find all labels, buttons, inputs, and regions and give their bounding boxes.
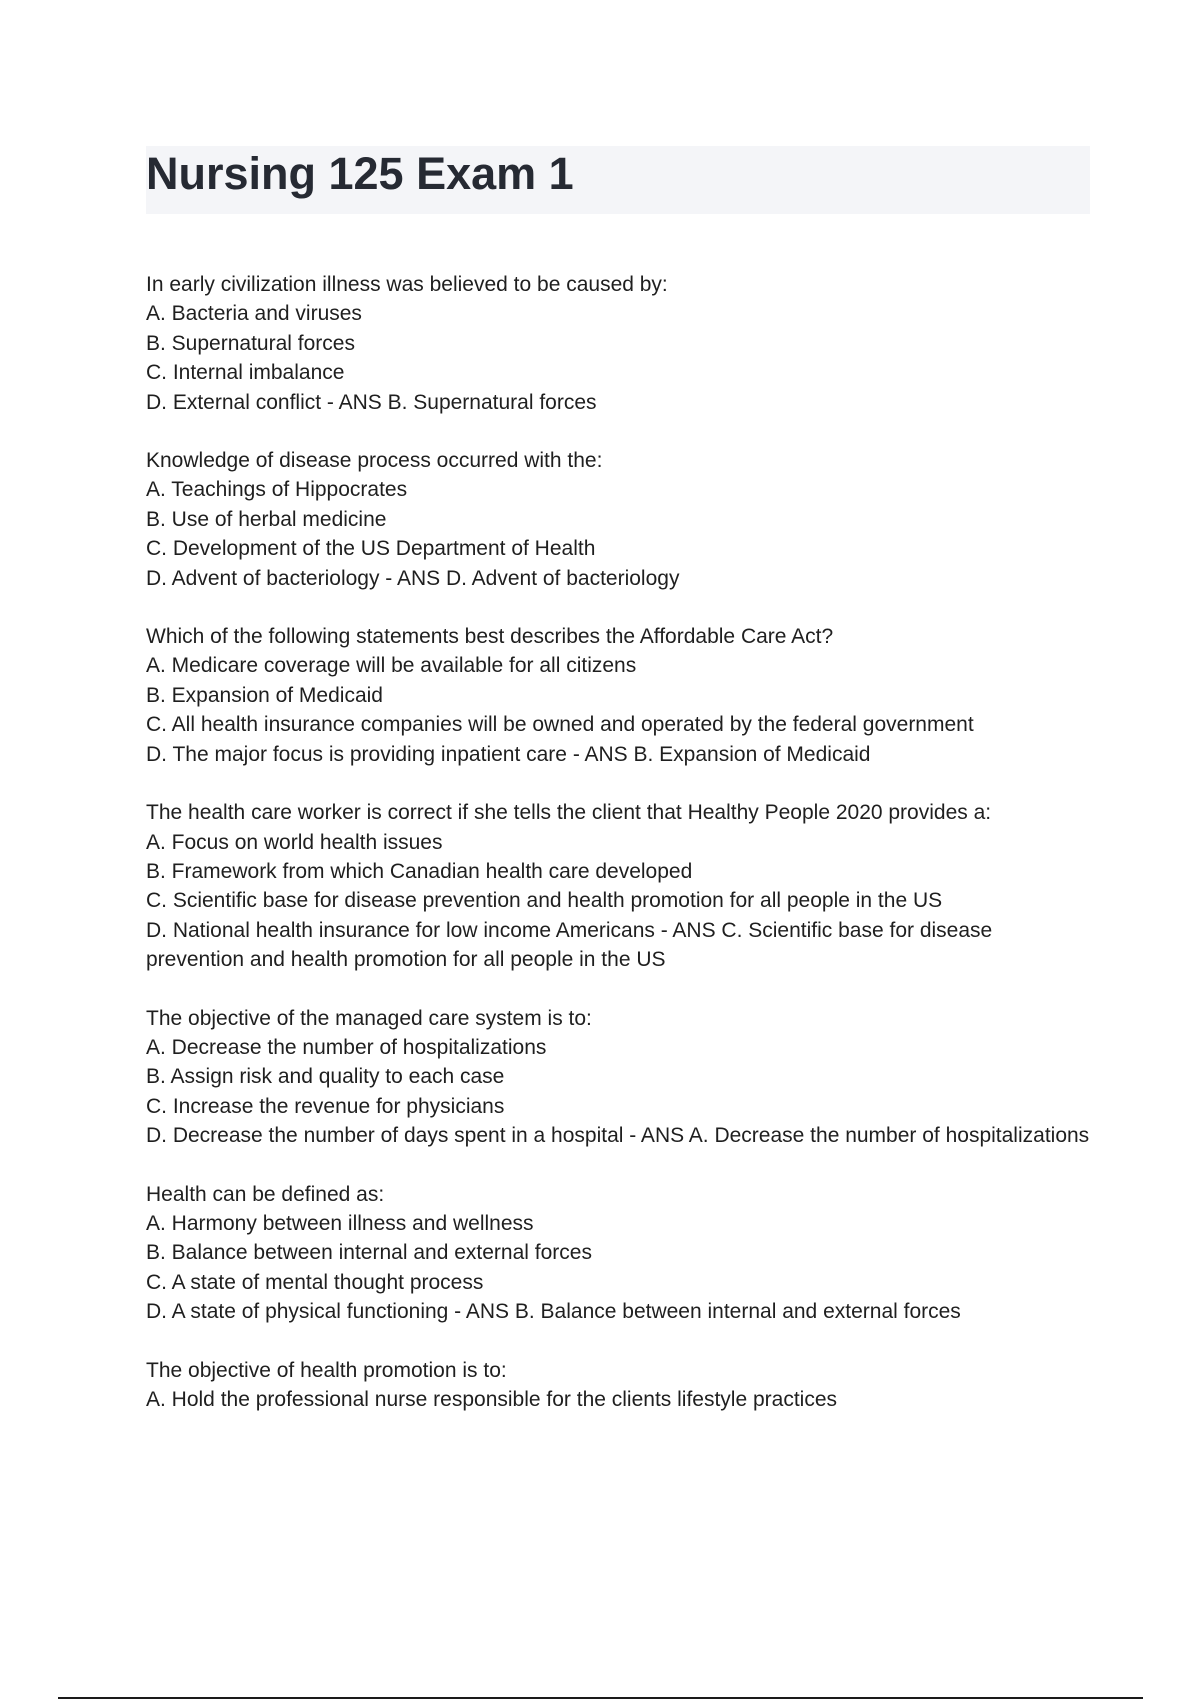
- document-title: Nursing 125 Exam 1: [146, 148, 574, 199]
- answer-option: B. Balance between internal and external forces: [146, 1241, 592, 1265]
- answer-option-with-answer: D. National health insurance for low income Americans - ANS C. Scientific base for disease prevention and health promotion for all people in the US: [146, 918, 993, 972]
- answer-option-with-answer: D. The major focus is providing inpatient care - ANS B. Expansion of Medicaid: [146, 742, 871, 766]
- answer-option-with-answer: D. External conflict - ANS B. Supernatural forces: [146, 390, 597, 414]
- answer-option: C. All health insurance companies will be owned and operated by the federal government: [146, 713, 974, 737]
- answer-option: B. Use of herbal medicine: [146, 507, 387, 531]
- answer-option-with-answer: D. Advent of bacteriology - ANS D. Advent of bacteriology: [146, 566, 680, 590]
- answer-option: A. Teachings of Hippocrates: [146, 478, 408, 502]
- answer-option: B. Expansion of Medicaid: [146, 683, 383, 707]
- footer-divider: [58, 1697, 1143, 1699]
- answer-option: A. Decrease the number of hospitalizations: [146, 1035, 547, 1059]
- answer-option: B. Supernatural forces: [146, 331, 355, 355]
- question-block: [146, 1004, 1090, 1151]
- answer-option-with-answer: D. Decrease the number of days spent in a hospital - ANS A. Decrease the number of hospitalizations: [146, 1124, 1090, 1148]
- answer-option: A. Harmony between illness and wellness: [146, 1211, 534, 1235]
- answer-option: C. Scientific base for disease prevention and health promotion for all people in the US: [146, 889, 943, 913]
- question-block: [146, 446, 1090, 593]
- answer-option: A. Focus on world health issues: [146, 830, 443, 854]
- answer-option: A. Medicare coverage will be available for all citizens: [146, 654, 637, 678]
- answer-option: B. Assign risk and quality to each case: [146, 1065, 505, 1089]
- answer-option: A. Bacteria and viruses: [146, 302, 362, 326]
- answer-option: C. Development of the US Department of Health: [146, 537, 596, 561]
- question-stem: The health care worker is correct if she tells the client that Healthy People 2020 provides a:: [146, 801, 992, 825]
- answer-option: B. Framework from which Canadian health care developed: [146, 859, 693, 883]
- answer-option-with-answer: D. A state of physical functioning - ANS B. Balance between internal and external forces: [146, 1300, 961, 1324]
- question-block: [146, 1356, 1090, 1415]
- title-banner: [146, 146, 1090, 214]
- question-stem: Knowledge of disease process occurred with the:: [146, 449, 603, 473]
- question-stem: The objective of the managed care system is to:: [146, 1006, 592, 1030]
- question-stem: The objective of health promotion is to:: [146, 1358, 507, 1382]
- question-block: [146, 1180, 1090, 1327]
- question-list: [146, 270, 1090, 1443]
- question-stem: Health can be defined as:: [146, 1182, 385, 1206]
- question-block: [146, 798, 1090, 974]
- question-stem: In early civilization illness was believed to be caused by:: [146, 273, 668, 296]
- answer-option: C. Increase the revenue for physicians: [146, 1094, 505, 1118]
- question-stem: Which of the following statements best describes the Affordable Care Act?: [146, 625, 834, 649]
- answer-option: A. Hold the professional nurse responsible for the clients lifestyle practices: [146, 1388, 838, 1411]
- answer-option: C. A state of mental thought process: [146, 1270, 484, 1294]
- answer-option: C. Internal imbalance: [146, 361, 345, 385]
- question-block: [146, 270, 1090, 417]
- question-block: [146, 622, 1090, 769]
